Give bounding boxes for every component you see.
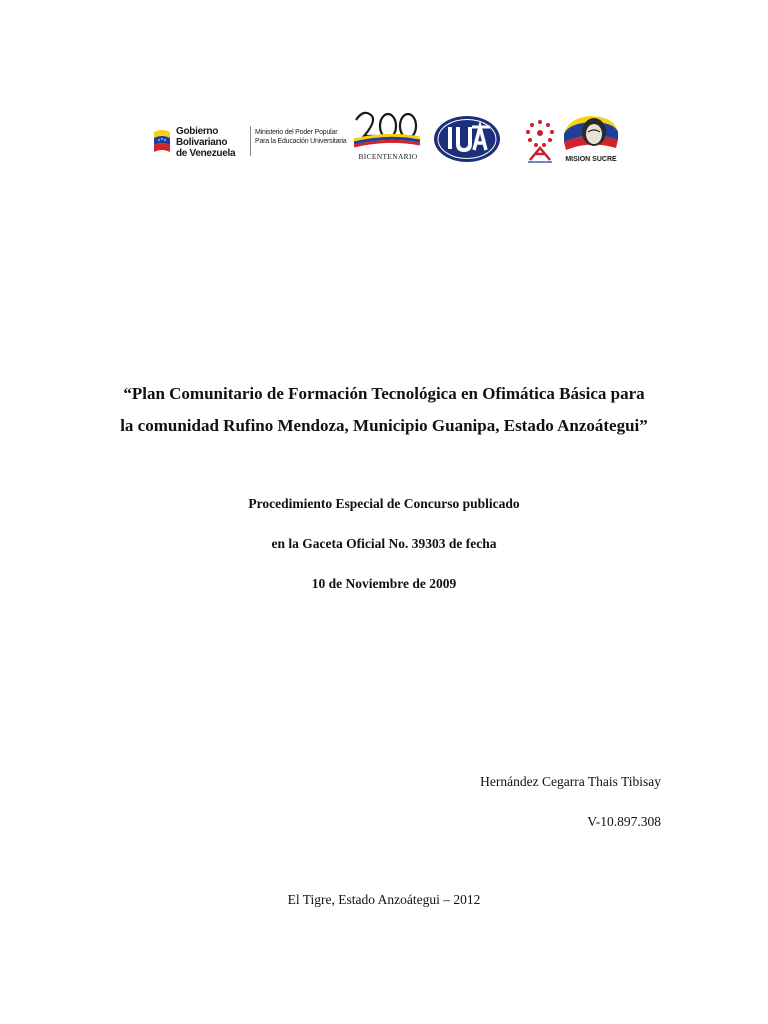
title-line-2: la comunidad Rufino Mendoza, Municipio Guanipa, Estado Anzoátegui” (120, 416, 648, 435)
mision-sucre-logo (560, 112, 622, 168)
title-line-1: “Plan Comunitario de Formación Tecnológica en Ofimática Básica para (123, 384, 645, 403)
author-id: V-10.897.308 (587, 814, 661, 829)
gobierno-line2: de Venezuela (176, 148, 236, 159)
procedure-line-2: en la Gaceta Oficial No. 39303 de fecha (271, 536, 497, 551)
bicentenario-logo (350, 106, 424, 164)
ministry-line1: Ministerio del Poder Popular (255, 129, 338, 136)
gobierno-label (176, 126, 256, 159)
iuta-logo (432, 114, 502, 164)
ministry-line2: Para la Educación Universitaria (255, 138, 347, 145)
mision-sucre-emblem-icon (560, 112, 622, 156)
bicentenario-200-icon (350, 106, 424, 154)
gobierno-line1: Gobierno Bolivariano (176, 126, 228, 148)
author-name: Hernández Cegarra Thais Tibisay (480, 774, 661, 789)
procedure-line-1: Procedimiento Especial de Concurso publicado (248, 496, 520, 511)
ministry-label (255, 128, 355, 146)
gobierno-bolivariano-logo (152, 124, 347, 162)
bicentenario-label: BICENTENARIO (358, 152, 418, 161)
procedure-date: 10 de Noviembre de 2009 (311, 576, 457, 591)
iuta-emblem-icon (432, 114, 502, 164)
venezuela-flag-icon (152, 128, 172, 156)
mano-logo (522, 118, 558, 164)
place-and-year: El Tigre, Estado Anzoátegui – 2012 (287, 892, 481, 907)
logo-header (152, 106, 622, 170)
people-circle-icon (522, 118, 558, 164)
logo-divider (250, 126, 251, 156)
mision-sucre-label: MISION SUCRE (565, 156, 617, 163)
document-title (90, 378, 678, 442)
